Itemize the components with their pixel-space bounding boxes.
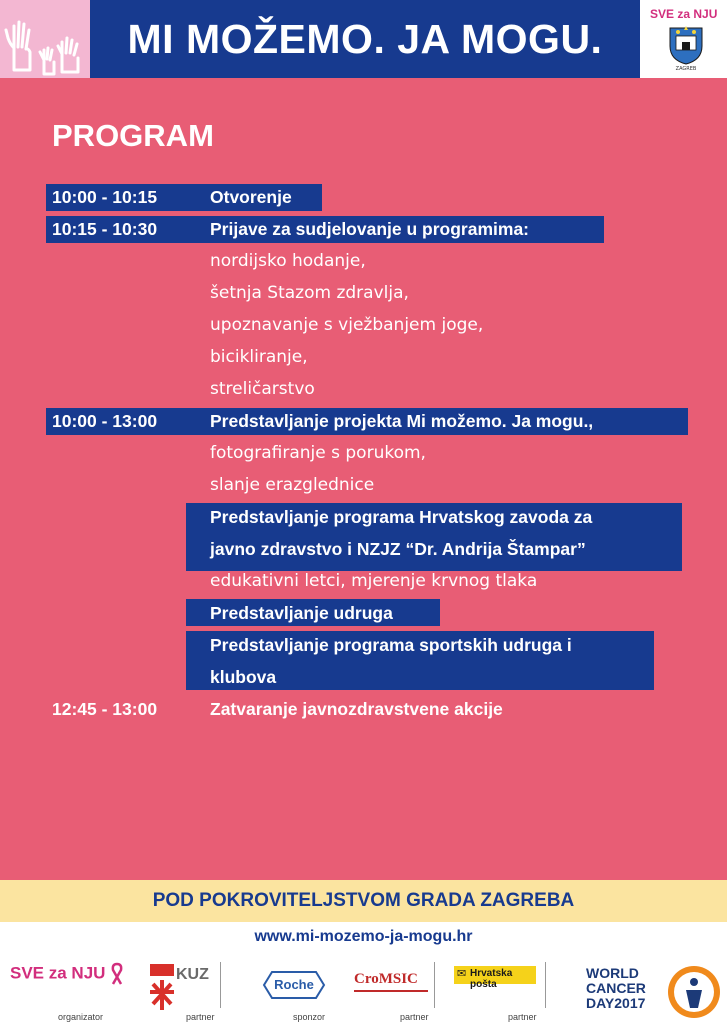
event-title-7: Zatvaranje javnozdravstvene akcije bbox=[210, 699, 503, 719]
event-detail: edukativni letci, mjerenje krvnog tlaka bbox=[210, 571, 538, 591]
event-detail: upoznavanje s vježbanjem joge, bbox=[210, 315, 484, 335]
logo-caption: partner bbox=[508, 1012, 537, 1022]
posta-horn-icon: ✉ bbox=[457, 967, 467, 980]
sve-za-nju-text: SVE za NJU bbox=[10, 963, 106, 983]
event-title-6-line-2: klubova bbox=[210, 667, 277, 687]
event-detail: slanje erazglednice bbox=[210, 475, 375, 495]
event-detail: nordijsko hodanje, bbox=[210, 251, 366, 271]
logo-caption: sponzor bbox=[293, 1012, 326, 1022]
hrvatska-posta-text: Hrvatska pošta bbox=[470, 968, 513, 990]
hrvatska-posta-logo bbox=[454, 966, 536, 990]
header-hands-panel bbox=[0, 0, 90, 78]
time-2: 10:15 - 10:30 bbox=[52, 219, 158, 239]
world-cancer-day-logo bbox=[586, 966, 656, 1011]
wcd-line-3: DAY2017 bbox=[586, 995, 646, 1011]
wcd-line-1: WORLD bbox=[586, 965, 639, 981]
raised-hands-icon bbox=[0, 0, 90, 78]
event-title-4-line-2: javno zdravstvo i NZJZ “Dr. Andrija Štampar” bbox=[210, 539, 586, 559]
event-title-3: Predstavljanje projekta Mi možemo. Ja mogu., bbox=[210, 411, 594, 431]
sve-za-nju-logo bbox=[10, 962, 123, 986]
event-title-4-line-1: Predstavljanje programa Hrvatskog zavoda za bbox=[210, 507, 593, 527]
event-title-6-line-1: Predstavljanje programa sportskih udruga i bbox=[210, 635, 572, 655]
sve-za-nju-logo-top: SVE za NJU bbox=[650, 7, 718, 21]
event-detail: bicikliranje, bbox=[210, 347, 308, 367]
crest-caption: ZAGREB bbox=[675, 66, 697, 72]
time-3: 10:00 - 13:00 bbox=[52, 411, 158, 431]
roche-text: Roche bbox=[274, 977, 314, 992]
event-detail: šetnja Stazom zdravlja, bbox=[210, 283, 409, 303]
pink-ribbon-icon bbox=[111, 962, 123, 986]
zagreb-crest-icon bbox=[666, 22, 706, 66]
program-title: PROGRAM bbox=[52, 118, 214, 153]
patron-banner bbox=[0, 880, 727, 922]
logo-caption: partner bbox=[400, 1012, 429, 1022]
logo-divider bbox=[434, 962, 435, 1008]
header-title: MI MOŽEMO. JA MOGU. bbox=[127, 15, 603, 62]
logo-divider bbox=[220, 962, 221, 1008]
header-banner bbox=[90, 0, 640, 78]
patron-text: POD POKROVITELJSTVOM GRADA ZAGREBA bbox=[152, 890, 575, 911]
logo-divider bbox=[545, 962, 546, 1008]
event-title-1: Otvorenje bbox=[210, 187, 292, 207]
logo-caption: partner bbox=[186, 1012, 215, 1022]
world-cancer-day-emblem-icon bbox=[666, 964, 722, 1020]
wcd-line-2: CANCER bbox=[586, 980, 646, 996]
time-4: 12:45 - 13:00 bbox=[52, 699, 158, 719]
time-1: 10:00 - 10:15 bbox=[52, 187, 158, 207]
kuz-logo bbox=[148, 962, 176, 1016]
cromsic-underline bbox=[354, 990, 428, 992]
logo-caption: organizator bbox=[58, 1012, 104, 1022]
event-detail: fotografiranje s porukom, bbox=[210, 443, 426, 463]
cromsic-logo bbox=[354, 968, 428, 992]
kuz-mark-icon bbox=[148, 962, 176, 1012]
roche-logo bbox=[262, 970, 326, 1000]
event-title-5: Predstavljanje udruga bbox=[210, 603, 393, 623]
event-title-2: Prijave za sudjelovanje u programima: bbox=[210, 219, 529, 239]
kuz-text: KUZ bbox=[176, 966, 209, 983]
event-detail: streličarstvo bbox=[210, 379, 315, 399]
website-link[interactable]: www.mi-mozemo-ja-mogu.hr bbox=[254, 928, 473, 945]
cromsic-text: CroMSIC bbox=[354, 971, 418, 987]
